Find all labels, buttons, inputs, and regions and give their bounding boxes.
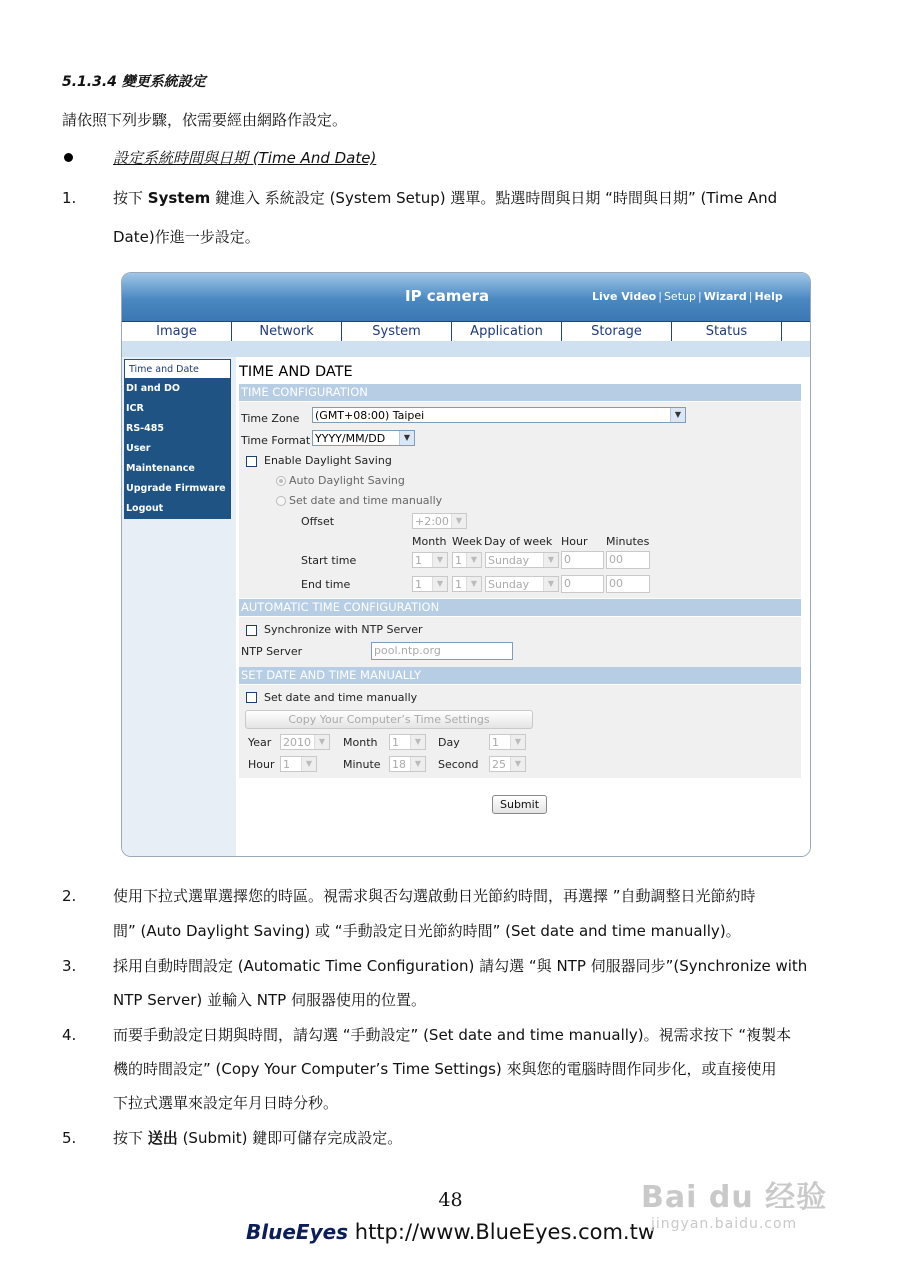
set-manually-label: Set date and time manually	[264, 691, 418, 704]
sidebar-item-logout[interactable]: Logout	[126, 503, 164, 514]
section-set-date-time-manually: SET DATE AND TIME MANUALLY	[239, 667, 801, 684]
camera-ui-screenshot	[121, 272, 811, 857]
sync-ntp-checkbox[interactable]	[246, 625, 257, 636]
year-value: 2010	[283, 736, 311, 749]
col-hour-label: Hour	[561, 535, 588, 548]
minute-select[interactable]	[389, 756, 426, 772]
set-manually-checkbox[interactable]	[246, 692, 257, 703]
chevron-down-icon: ▼	[466, 577, 481, 591]
section-automatic-time-configuration: AUTOMATIC TIME CONFIGURATION	[239, 599, 801, 616]
link-live-video[interactable]: Live Video	[592, 290, 657, 303]
col-day-of-week-label: Day of week	[484, 535, 553, 548]
end-dow-select[interactable]	[485, 576, 559, 592]
camera-strip	[122, 341, 810, 357]
sidebar-item-maintenance[interactable]: Maintenance	[126, 463, 195, 474]
sidebar-item-rs485[interactable]: RS-485	[126, 423, 164, 434]
month-label: Month	[343, 736, 378, 749]
chevron-down-icon: ▼	[543, 577, 558, 591]
camera-top-links: Live Video | Setup | Wizard | Help	[592, 290, 783, 303]
enable-daylight-saving-checkbox[interactable]	[246, 456, 257, 467]
intro-text: 請依照下列步驟，依需要經由網路作設定。	[62, 111, 348, 129]
step-text-bold: 送出	[147, 1129, 178, 1147]
watermark-logo-text: Bai du 经验	[641, 1180, 828, 1215]
end-time-label: End time	[301, 578, 351, 591]
start-hour-input[interactable]: 0	[561, 551, 604, 569]
chevron-down-icon: ▼	[432, 577, 447, 591]
step-text: 採用自動時間設定 (Automatic Time Configuration) 請勾選 “與 NTP 伺服器同步”(Synchronize with	[113, 957, 808, 975]
time-config-panel	[239, 402, 801, 598]
sidebar-item-di-do[interactable]: DI and DO	[126, 383, 180, 394]
submit-button[interactable]: Submit	[492, 795, 547, 814]
footer-url: http://www.BlueEyes.com.tw	[354, 1220, 656, 1244]
day-label: Day	[438, 736, 460, 749]
manual-config-panel	[239, 685, 801, 778]
section-heading: 5.1.3.4 變更系統設定	[62, 74, 206, 90]
start-week-select[interactable]	[452, 552, 482, 568]
time-format-value: YYYY/MM/DD	[315, 432, 386, 445]
end-month-value: 1	[415, 578, 422, 591]
page-number: 48	[438, 1189, 463, 1211]
manual-daylight-saving-label: Set date and time manually	[289, 494, 443, 507]
start-dow-select[interactable]	[485, 552, 559, 568]
sidebar-item-time-and-date[interactable]: Time and Date	[124, 359, 231, 379]
sidebar-item-icr[interactable]: ICR	[126, 403, 144, 414]
watermark-url: jingyan.baidu.com	[651, 1216, 798, 1232]
chevron-down-icon: ▼	[399, 431, 414, 445]
bullet-icon	[64, 153, 73, 162]
month-value: 1	[392, 736, 399, 749]
chevron-down-icon: ▼	[301, 757, 316, 771]
offset-select[interactable]	[412, 513, 467, 529]
baidu-watermark	[641, 1140, 851, 1240]
auto-config-panel	[239, 617, 801, 669]
month-select[interactable]	[389, 734, 426, 750]
minute-label: Minute	[343, 758, 381, 771]
minute-value: 18	[392, 758, 406, 771]
step-number: 4.	[62, 1026, 77, 1044]
col-minutes-label: Minutes	[606, 535, 650, 548]
tab-network[interactable]: Network	[232, 322, 342, 341]
camera-tab-bar	[122, 321, 810, 342]
end-minutes-input[interactable]: 00	[606, 575, 650, 593]
step-text-part: 按下	[113, 1129, 148, 1147]
chevron-down-icon: ▼	[410, 735, 425, 749]
step-text: 而要手動設定日期與時間，請勾選 “手動設定” (Set date and time manually)。視需求按下 “複製本	[113, 1026, 792, 1044]
year-select[interactable]	[280, 734, 330, 750]
section-time-configuration: TIME CONFIGURATION	[239, 384, 801, 401]
tab-storage[interactable]: Storage	[562, 322, 672, 341]
step-text-bold: System	[147, 189, 211, 207]
step-number: 2.	[62, 887, 77, 905]
start-minutes-input[interactable]: 00	[606, 551, 650, 569]
step-text-line2: NTP Server) 並輸入 NTP 伺服器使用的位置。	[113, 991, 426, 1009]
time-zone-label: Time Zone	[241, 412, 300, 425]
chevron-down-icon: ▼	[410, 757, 425, 771]
chevron-down-icon: ▼	[451, 514, 466, 528]
col-week-label: Week	[452, 535, 483, 548]
footer	[246, 1220, 655, 1244]
step-text	[113, 188, 846, 208]
start-dow-value: Sunday	[488, 554, 530, 567]
chevron-down-icon: ▼	[466, 553, 481, 567]
step-text-line2: 間” (Auto Daylight Saving) 或 “手動設定日光節約時間” (Set date and time manually)。	[113, 922, 741, 940]
brand-logo: BlueEyes	[246, 1220, 349, 1244]
step-text-line2: 機的時間設定” (Copy Your Computer’s Time Settings) 來與您的電腦時間作同步化，或直接使用	[113, 1060, 777, 1078]
end-week-value: 1	[455, 578, 462, 591]
tab-application[interactable]: Application	[452, 322, 562, 341]
second-select[interactable]	[489, 756, 526, 772]
start-month-select[interactable]	[412, 552, 448, 568]
ntp-server-label: NTP Server	[241, 645, 303, 658]
end-month-select[interactable]	[412, 576, 448, 592]
link-wizard[interactable]: Wizard	[703, 290, 747, 303]
hour-value: 1	[283, 758, 290, 771]
chevron-down-icon: ▼	[543, 553, 558, 567]
time-format-label: Time Format	[241, 434, 311, 447]
copy-computer-time-button[interactable]: Copy Your Computer’s Time Settings	[245, 710, 533, 729]
time-zone-select[interactable]	[312, 407, 686, 423]
enable-daylight-saving-label: Enable Daylight Saving	[264, 454, 392, 467]
chevron-down-icon: ▼	[670, 408, 685, 422]
day-select[interactable]	[489, 734, 526, 750]
tab-status[interactable]: Status	[672, 322, 782, 341]
manual-daylight-saving-radio[interactable]	[276, 496, 286, 506]
step-text-line3: 下拉式選單來設定年月日時分秒。	[113, 1094, 339, 1112]
tab-system[interactable]: System	[342, 322, 452, 341]
day-value: 1	[492, 736, 499, 749]
step-text: 使用下拉式選單選擇您的時區。視需求與否勾選啟動日光節約時間，再選擇 ”自動調整日光節約時	[113, 887, 756, 905]
step-text-part: 按下	[113, 189, 148, 207]
main-content	[236, 357, 810, 856]
link-help[interactable]: Help	[754, 290, 783, 303]
camera-title: IP camera	[405, 287, 490, 305]
end-week-select[interactable]	[452, 576, 482, 592]
offset-label: Offset	[301, 515, 335, 528]
start-week-value: 1	[455, 554, 462, 567]
sidebar-item-user[interactable]: User	[126, 443, 151, 454]
chevron-down-icon: ▼	[510, 735, 525, 749]
ntp-server-input[interactable]: pool.ntp.org	[371, 642, 513, 660]
hour-label: Hour	[248, 758, 275, 771]
col-month-label: Month	[412, 535, 447, 548]
end-hour-input[interactable]: 0	[561, 575, 604, 593]
tab-image[interactable]: Image	[122, 322, 232, 341]
step-number: 3.	[62, 957, 77, 975]
time-format-select[interactable]	[312, 430, 415, 446]
chevron-down-icon: ▼	[432, 553, 447, 567]
second-label: Second	[438, 758, 479, 771]
sync-ntp-label: Synchronize with NTP Server	[264, 623, 423, 636]
link-setup[interactable]: Setup	[663, 290, 696, 303]
step-text-part: 鍵進入 系統設定 (System Setup) 選單。點選時間與日期 “時間與日期” (Time And	[210, 189, 778, 207]
chevron-down-icon: ▼	[510, 757, 525, 771]
second-value: 25	[492, 758, 506, 771]
step-number: 1.	[62, 189, 77, 207]
auto-daylight-saving-radio[interactable]	[276, 476, 286, 486]
sidebar	[124, 359, 231, 519]
start-time-label: Start time	[301, 554, 357, 567]
step-number: 5.	[62, 1129, 77, 1147]
hour-select[interactable]	[280, 756, 317, 772]
auto-daylight-saving-label: Auto Daylight Saving	[289, 474, 405, 487]
chevron-down-icon: ▼	[314, 735, 329, 749]
step-text-part: (Submit) 鍵即可儲存完成設定。	[177, 1129, 403, 1147]
step-text-line2: Date)作進一步設定。	[113, 228, 260, 246]
start-month-value: 1	[415, 554, 422, 567]
page-title: TIME AND DATE	[239, 364, 353, 380]
time-zone-value: (GMT+08:00) Taipei	[315, 409, 425, 422]
offset-value: +2:00	[415, 515, 449, 528]
bullet-title: 設定系統時間與日期 (Time And Date)	[113, 149, 377, 167]
sidebar-item-upgrade-firmware[interactable]: Upgrade Firmware	[126, 483, 226, 494]
year-label: Year	[248, 736, 272, 749]
end-dow-value: Sunday	[488, 578, 530, 591]
